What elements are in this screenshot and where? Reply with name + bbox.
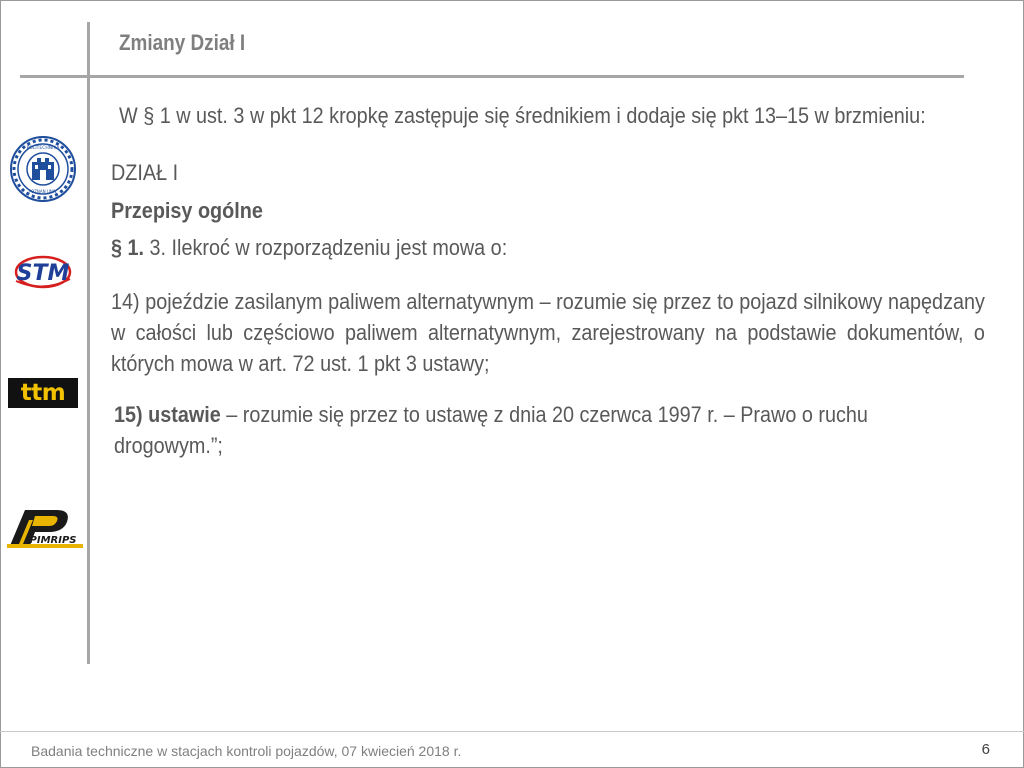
paragraph-1-text: 3. Ilekroć w rozporządzeniu jest mowa o:: [144, 235, 508, 260]
point-14: [111, 286, 985, 379]
intro-text-content: W § 1 w ust. 3 w pkt 12 kropkę zastępuje się średnikiem i dodaje się pkt 13–15 w brzmieniu:: [119, 103, 926, 128]
slide-title: Zmiany Dział I: [119, 30, 246, 55]
stm-logo-icon: [13, 249, 73, 295]
intro-text: [119, 100, 1024, 131]
point-14-text: 14) pojeździe zasilanym paliwem alternatywnym – rozumie się przez to pojazd silnikowy napędzany w całości lub częściowo paliwem alternatywnym, zarejestrowany na podstawie dokumentów, o których mowa w art. 72 ust. 1 pkt 3 ustawy;: [111, 289, 985, 376]
paragraph-1-label: § 1.: [111, 235, 145, 260]
page-number: 6: [981, 741, 990, 758]
svg-text:POLITECHNIKA: POLITECHNIKA: [26, 146, 60, 151]
paragraph-1-content: [111, 232, 507, 263]
point-15: [114, 399, 994, 461]
section-heading-text: DZIAŁ I: [111, 160, 179, 185]
svg-text:POZNAN UNIV.: POZNAN UNIV.: [28, 189, 58, 194]
vertical-rule: [87, 22, 90, 664]
ttm-logo: ttm: [8, 378, 78, 408]
point-15-label: 15) ustawie: [114, 402, 221, 427]
put-university-logo: [10, 136, 76, 202]
footer-rule: [0, 731, 1024, 732]
point-15-content: [114, 399, 924, 461]
section-heading: [111, 157, 186, 188]
point-15-text: – rozumie się przez to ustawę z dnia 20 czerwca 1997 r. – Prawo o ruchu drogowym.”;: [114, 402, 868, 458]
paragraph-1: [111, 232, 551, 263]
svg-text:PIMRIPS: PIMRIPS: [29, 535, 77, 546]
horizontal-rule: [20, 75, 964, 78]
pimrips-logo-icon: [5, 504, 83, 550]
svg-text:STM: STM: [16, 261, 70, 286]
section-subheading-text: Przepisy ogólne: [111, 198, 263, 223]
footer-text: Badania techniczne w stacjach kontroli pojazdów, 07 kwiecień 2018 r.: [31, 743, 462, 759]
put-seal-icon: [10, 136, 76, 202]
pimrips-logo: [5, 504, 83, 550]
section-subheading: [111, 195, 280, 226]
stm-logo: [13, 249, 73, 295]
